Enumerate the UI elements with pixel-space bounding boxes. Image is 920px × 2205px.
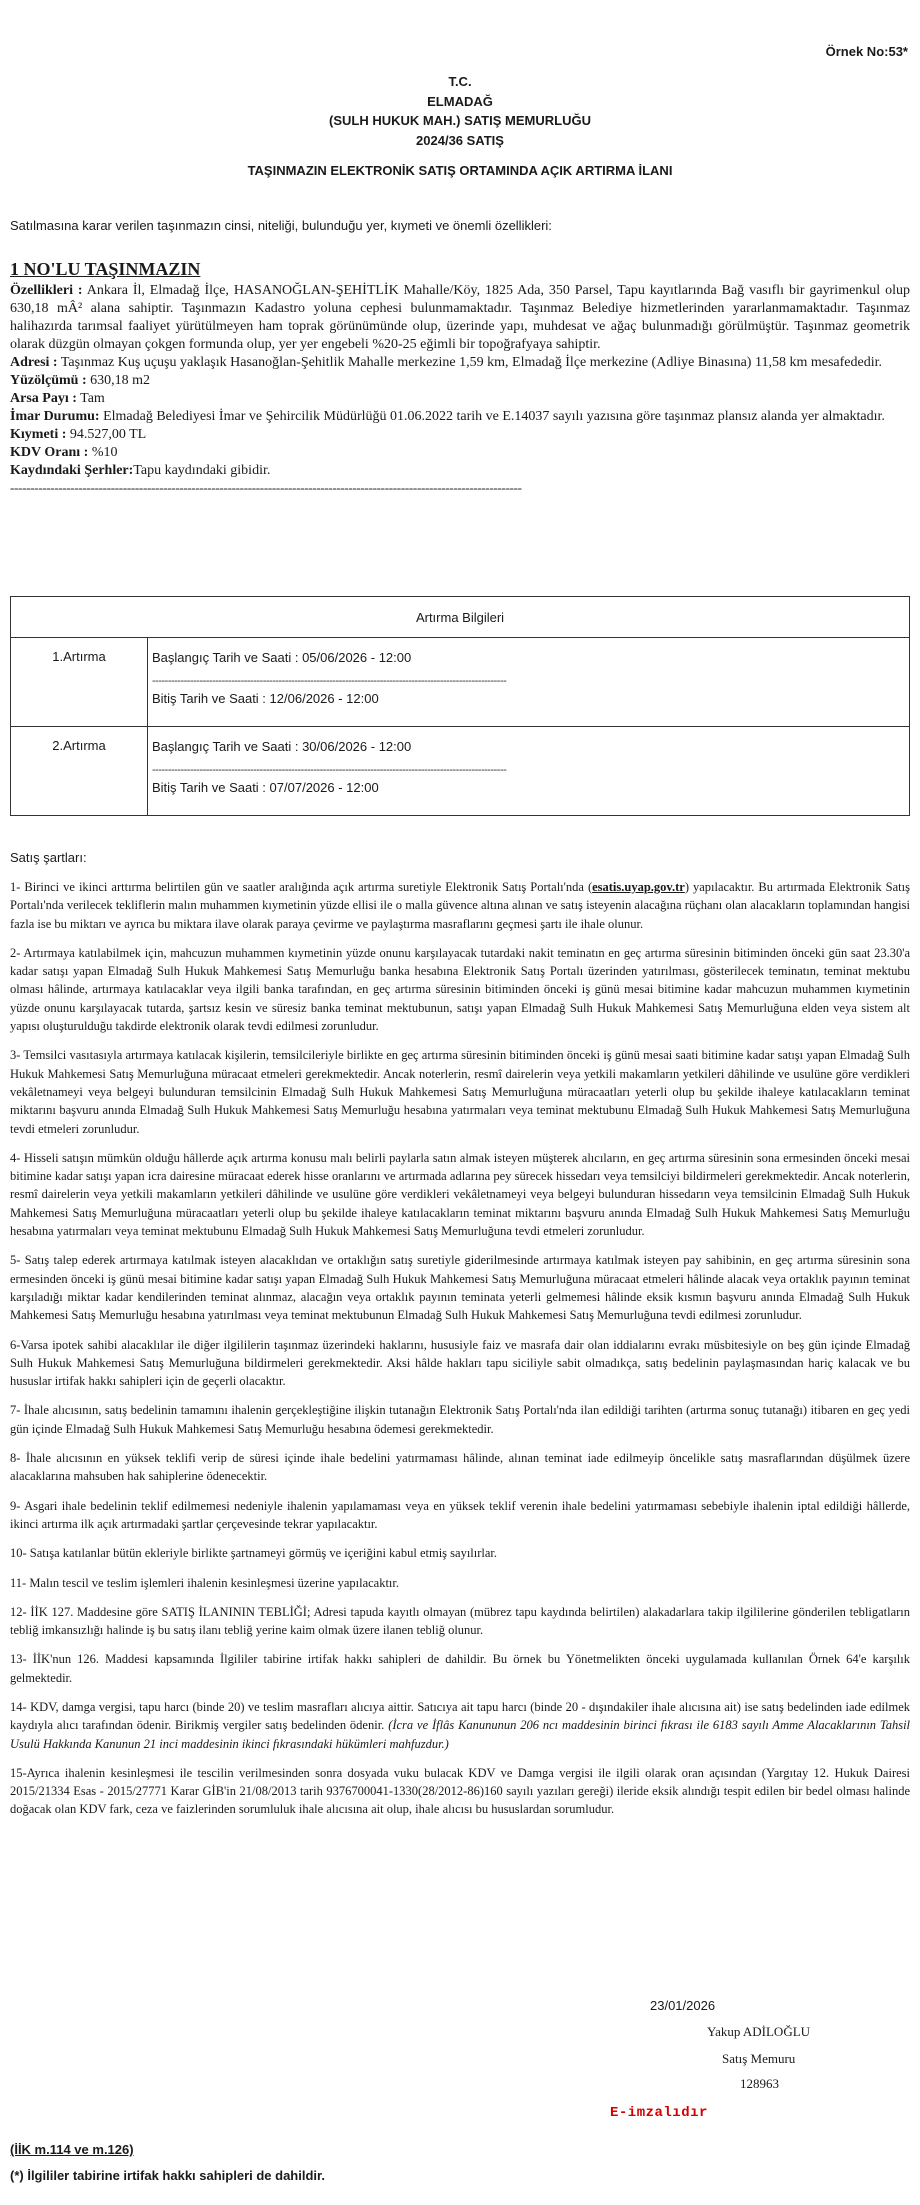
start-label: Başlangıç Tarih ve Saati : — [152, 650, 299, 665]
date-divider: ---------------------------------------------------------------------------------------------------------------- — [152, 764, 507, 776]
sart-item-6: 6-Varsa ipotek sahibi alacaklılar ile diğer ilgililerin taşınmaz üzerindeki haklarını, hususiyle faiz ve masrafa dair olan iddialarını evrakı müsbitesiyle on beş gün içinde Elmadağ Sulh Hukuk Mahkemesi Satış Memurluğuna bildirmeleri gerekmektedir. Aksi hâlde hakları tapu siciliyle sabit olmadıkça, satış bedelinin paylaşmasından hariç kalacak ve bu hususlar irtifak hakkı sahipleri için de geçerli olacaktır. — [10, 1337, 910, 1389]
document-header — [10, 72, 910, 150]
field-label: Kaydındaki Şerhler: — [10, 463, 134, 478]
sart-item-13: 13- İİK'nun 126. Maddesi kapsamında İlgililer tabirine irtifak hakkı sahipleri de dahildir. Bu örnek bu Yönetmelikten önceki uygulamada kullanılan Örnek 64'e karşılık gelmektedir. — [10, 1652, 910, 1685]
artirma-label: 2.Artırma — [11, 727, 148, 816]
section-divider: ------------------------------------------------------------------------------------------------------------------------------- — [10, 480, 522, 495]
field-value: Tam — [80, 391, 105, 406]
intro-text: Satılmasına karar verilen taşınmazın cinsi, niteliği, bulunduğu yer, kıymeti ve önemli özellikleri: — [10, 218, 552, 233]
artirma-table — [10, 596, 910, 816]
end-label: Bitiş Tarih ve Saati : — [152, 691, 266, 706]
sart-item-15: 15-Ayrıca ihalenin kesinleşmesi ile tescilin verilmesinden sonra dosyada vuku bulacak KDV ve Damga vergisi ile ilgili olarak oran açısından (Yargıtay 12. Hukuk Dairesi 2015/21334 Esas - 2015/27771 Karar GİB'in 21/08/2013 tarih 9376700041-1330(28/2012-86)160 sayılı yazıları gereği) ileride eksik alındığı tespit edilen bir bedel olması halinde doğacak olan KDV fark, ceza ve faizlerinden sorumluluk ihale alıcısına ait olup, ihale alıcısı bu hususlardan sorumludur. — [10, 1765, 910, 1817]
start-value: 05/06/2026 - 12:00 — [302, 650, 412, 665]
field-kdv — [10, 444, 910, 462]
end-date-line — [152, 691, 909, 708]
field-value: Taşınmaz Kuş uçuşu yaklaşık Hasanoğlan-Şehitlik Mahalle merkezine 1,59 km, Elmadağ İlçe merkezine (Adliye Binasına) 11,58 km mesafededir. — [60, 355, 882, 370]
header-tc: T.C. — [448, 74, 472, 89]
sart-item-3: 3- Temsilci vasıtasıyla artırmaya katılacak kişilerin, temsilcileriyle birlikte en geç artırma süresinin bitiminden önceki iş günü mesai saati bitimine kadar satışı yapan Elmadağ Sulh Hukuk Mahkemesi Satış Memurluğuna müracaat etmeleri gerekmektedir. Ancak noterlerin, resmî dairelerin veya yetkili makamların yetkileri dâhilinde ve usulüne göre verdikleri vekâletnameyi veya belgeyi bulunduran temsilcinin Elmadağ Sulh Hukuk Mahkemesi Satış Memurluğuna müracaatları yeterli olup bu şekilde ihaleye katılacakların teminat miktarını başvuru anında Elmadağ Sulh Hukuk Mahkemesi Satış Memurluğu hesabına yatırmaları veya teminat mektubunu Elmadağ Sulh Hukuk Mahkemesi Satış Memurluğuna tevdi etmeleri zorunludur. — [10, 1048, 910, 1136]
sart-item-9: 9- Asgari ihale bedelinin teklif edilmemesi nedeniyle ihalenin yapılamaması veya en yüksek teklif verenin ihale bedelini yatırmaması sebebiyle ihalenin iptal edildiği hâllerde, ikinci artırma ilk açık artırmadaki şartlar çerçevesinde tekrar yapılacaktır. — [10, 1498, 910, 1531]
end-value: 07/07/2026 - 12:00 — [269, 780, 379, 795]
field-value: 630,18 m2 — [90, 373, 151, 388]
field-adres — [10, 354, 910, 372]
start-value: 30/06/2026 - 12:00 — [302, 739, 412, 754]
signature-date: 23/01/2026 — [650, 1998, 716, 2013]
end-label: Bitiş Tarih ve Saati : — [152, 780, 266, 795]
date-divider: ---------------------------------------------------------------------------------------------------------------- — [152, 675, 507, 687]
artirma-label: 1.Artırma — [11, 638, 148, 727]
signature-number: 128963 — [740, 2076, 779, 2091]
field-label: Özellikleri : — [10, 283, 83, 298]
signature-title: Satış Memuru — [722, 2051, 796, 2066]
sart-text: 14- KDV, damga vergisi, tapu harcı (binde 20) ve teslim masrafları alıcıya aittir. Satıcıya ait tapu harcı (binde 20 - dışındakiler ihale alıcısına ait) ise satış bedelinden iade edilmek kaydıyla alıcı tarafından ödenir. Birikmiş vergiler satış bedelinden ödenir. — [10, 1699, 910, 1733]
sart-item-10: 10- Satışa katılanlar bütün ekleriyle birlikte şartnameyi görmüş ve içeriğini kabul etmiş sayılırlar. — [10, 1546, 498, 1561]
artirma-dates — [148, 727, 910, 816]
field-kiymet — [10, 426, 910, 444]
field-label: İmar Durumu: — [10, 409, 100, 424]
field-label: Adresi : — [10, 355, 58, 370]
field-value: Tapu kaydındaki gibidir. — [133, 463, 271, 478]
start-label: Başlangıç Tarih ve Saati : — [152, 739, 299, 754]
sart-item-4: 4- Hisseli satışın mümkün olduğu hâllerde açık artırma konusu malı belirli paylarla satın almak isteyen müşterek alıcıların, en geç artırma süresinin sona ermesinden önceki mesai bitimine kadar satışı yapan icra dairesine müracaat ederek hisse oranlarını ve artırmada adlarına pey sürecek hissedarı veya temsilciyi bildirmeleri gerekmektedir. Ancak noterlerin, resmî dairelerin veya yetkili makamların yetkileri dâhilinde ve usulüne göre verdikleri vekâletnameyi veya belgeyi bulunduran hissedarın veya temsilcinin Elmadağ Sulh Hukuk Mahkemesi Satış Memurluğuna müracaatları yeterli olup bu şekilde ihaleye katılacakların teminat miktarını başvuru anında Elmadağ Sulh Hukuk Mahkemesi Satış Memurluğu hesabına yatırmaları veya teminat mektubunu Elmadağ Sulh Hukuk Mahkemesi Satış Memurluğuna tevdi etmeleri zorunludur. — [10, 1150, 910, 1239]
header-office: (SULH HUKUK MAH.) SATIŞ MEMURLUĞU — [329, 113, 591, 128]
sart-item-5: 5- Satış talep ederek artırmaya katılmak isteyen alacaklıdan ve ortaklığın satış suretiyle giderilmesinde artırmaya katılmak isteyen pay sahibinin, en geç artırma süresinin sona ermesinden önceki iş günü mesai bitimine kadar satışı yapan Elmadağ Sulh Hukuk Mahkemesi Satış Memurluğuna müracaat etmeleri hâlinde alacak veya ortaklık payının teminat karşıladığı miktar kadar kendilerinden teminat alınmaz, alacağın veya ortaklık payının teminata yeterli gelmemesi hâlinde eksik kısmın başvuru anında Elmadağ Sulh Hukuk Mahkemesi Satış Memurluğu hesabına yatırılması veya teminat mektubunun Elmadağ Sulh Hukuk Mahkemesi Satış Memurluğuna tevdi edilmesi zorunludur. — [10, 1253, 910, 1323]
field-imar — [10, 408, 910, 426]
sart-text: ) yapılacaktır. Bu artırmada Elektronik Satış Portalı'nda verilecek tekliflerin malın muhammen kıymetinin yüzde ellisi ile o malla güvence altına alınan ve satış isteyenin alacağına rüçhanı olan alacakların toplamından hangisi fazla ise bu miktarı ve ayrıca bu miktara ilave olarak paraya çevirme ve paylaştırma masraflarını geçmesi şartı ile ihale olunur. — [10, 880, 910, 931]
signature-name: Yakup ADİLOĞLU — [707, 2024, 811, 2039]
end-value: 12/06/2026 - 12:00 — [269, 691, 379, 706]
sartlar-list — [10, 878, 910, 1830]
sart-item-7: 7- İhale alıcısının, satış bedelinin tamamını ihalenin gerçekleştiğine ilişkin tutanağın Elektronik Satış Portalı'nda ilan edildiği tarihten (artırma sonuç tutanağı) itibaren en geç yedi gün içinde Elmadağ Sulh Hukuk Mahkemesi Satış Memurluğu hesabına ödemesi gerekmektedir. — [10, 1403, 910, 1436]
sartlar-title: Satış şartları: — [10, 850, 87, 865]
field-label: KDV Oranı : — [10, 445, 89, 460]
artirma-row — [11, 727, 910, 816]
field-label: Kıymeti : — [10, 427, 67, 442]
field-value: 94.527,00 TL — [69, 427, 147, 442]
field-serhler — [10, 462, 910, 480]
esatis-link[interactable]: esatis.uyap.gov.tr — [592, 880, 685, 894]
field-ozellikler — [10, 282, 910, 354]
tasinmaz-section — [10, 258, 910, 496]
field-label: Yüzölçümü : — [10, 373, 87, 388]
artirma-row — [11, 638, 910, 727]
field-value: Ankara İl, Elmadağ İlçe, HASANOĞLAN-ŞEHİTLİK Mahalle/Köy, 1825 Ada, 350 Parsel, Tapu kayıtlarında Bağ vasıflı bir gayrimenkul olup 630,18 mÂ² alana sahiptir. Taşınmazın Kadastro yoluna cephesi bulunmamaktadır. Taşınmaz Belediye hizmetlerinden yararlanmamaktadır. Taşınmaz halihazırda tarımsal faaliyet yürütülmeyen ham toprak görünümünde olup, üzerinde yapı, muhdesat ve ağaç bulunmadığı görülmüştür. Taşınmaz geometrik olarak düzgün olmayan çokgen formunda olup, yer yer engebeli %20-25 eğimli bir topoğrafyaya sahiptir. — [10, 283, 910, 352]
eimza-stamp: E-imzalıdır — [610, 2105, 708, 2121]
sart-item-2: 2- Artırmaya katılabilmek için, mahcuzun muhammen kıymetinin yüzde onunu karşılayacak tutardaki nakit teminatın en geç artırma süresinin bitiminden önceki gün saat 23.30'a kadar satışı yapan Elmadağ Sulh Hukuk Mahkemesi Satış Memurluğu banka hesabına Elektronik Satış Portalı üzerinden yatırılması, gösterilecek teminatın, teminat mektubu olması hâlinde, artırmaya katılacaklar veya ilgili banka tarafından, en geç artırma süresinin bitiminden önceki iş günü mesai bitimine kadar mahcuzun muhammen kıymetinin yüzde onunu karşılayacak tutarda, şartsız kesin ve süresiz banka teminat mektubunun, satışı yapan Elmadağ Sulh Hukuk Mahkemesi Satış Memurluğuna elden veya sistem alt yapısı oluşturulduğu takdirde elektronik olarak tevdi edilmesi zorunludur. — [10, 945, 910, 1034]
sart-item-8: 8- İhale alıcısının en yüksek teklifi verip de süresi içinde ihale bedelini yatırmaması hâlinde, alınan teminat iade edilmeyip öncelikle satış masraflarından düşülmek üzere alacaklarına mahsuben hak sahiplerine ödenecektir. — [10, 1451, 910, 1484]
field-value: Elmadağ Belediyesi İmar ve Şehircilik Müdürlüğü 01.06.2022 tarih ve E.14037 sayılı yazısına göre taşınmaz plansız alanda yer almaktadır. — [103, 409, 885, 424]
sart-text: 1- Birinci ve ikinci arttırma belirtilen gün ve saatler aralığında açık artırma suretiyle Elektronik Satış Portalı'nda ( — [10, 880, 593, 894]
header-city: ELMADAĞ — [427, 93, 493, 109]
field-arsa-payi — [10, 390, 910, 408]
law-reference: (İİK m.114 ve m.126) — [10, 2142, 134, 2157]
field-label: Arsa Payı : — [10, 391, 77, 406]
sart-italic-note: (İcra ve İflâs Kanununun 206 ncı maddesinin birinci fıkrası ile 6183 sayılı Amme Alacaklarının Tahsil Usulü Hakkında Kanunun 21 inci maddesinin ikinci fıkrasındaki hükümleri mahfuzdur.) — [10, 1718, 911, 1751]
start-date-line — [152, 739, 909, 756]
artirma-dates — [148, 638, 910, 727]
sart-item-1 — [10, 878, 910, 933]
sart-item-12: 12- İİK 127. Maddesine göre SATIŞ İLANININ TEBLİĞİ; Adresi tapuda kayıtlı olmayan (mübrez tapu kaydında belirtilen) alakadarlara takip ilgililerine gönderilen tebligatların tebliğ imkansızlığı halinde iş bu satış ilanı tebliğ yerine kaim olmak üzere ilanen tebliğ olunur. — [10, 1604, 910, 1638]
artirma-header-row — [11, 597, 910, 638]
artirma-title: Artırma Bilgileri — [11, 597, 910, 638]
field-yuzolcumu — [10, 372, 910, 390]
start-date-line — [152, 650, 909, 667]
header-file-no: 2024/36 SATIŞ — [416, 132, 504, 148]
sart-item-11: 11- Malın tescil ve teslim işlemleri ihalenin kesinleşmesi üzerine yapılacaktır. — [10, 1575, 400, 1590]
field-value: %10 — [91, 445, 118, 460]
end-date-line — [152, 780, 909, 797]
ornek-no: Örnek No:53* — [825, 44, 908, 59]
footer-note: (*) İlgililer tabirine irtifak hakkı sahipleri de dahildir. — [10, 2168, 325, 2183]
sart-item-14 — [10, 1698, 910, 1753]
ilan-title: TAŞINMAZIN ELEKTRONİK SATIŞ ORTAMINDA AÇIK ARTIRMA İLANI — [247, 163, 673, 178]
tasinmaz-heading: 1 NO'LU TAŞINMAZIN — [10, 259, 201, 279]
